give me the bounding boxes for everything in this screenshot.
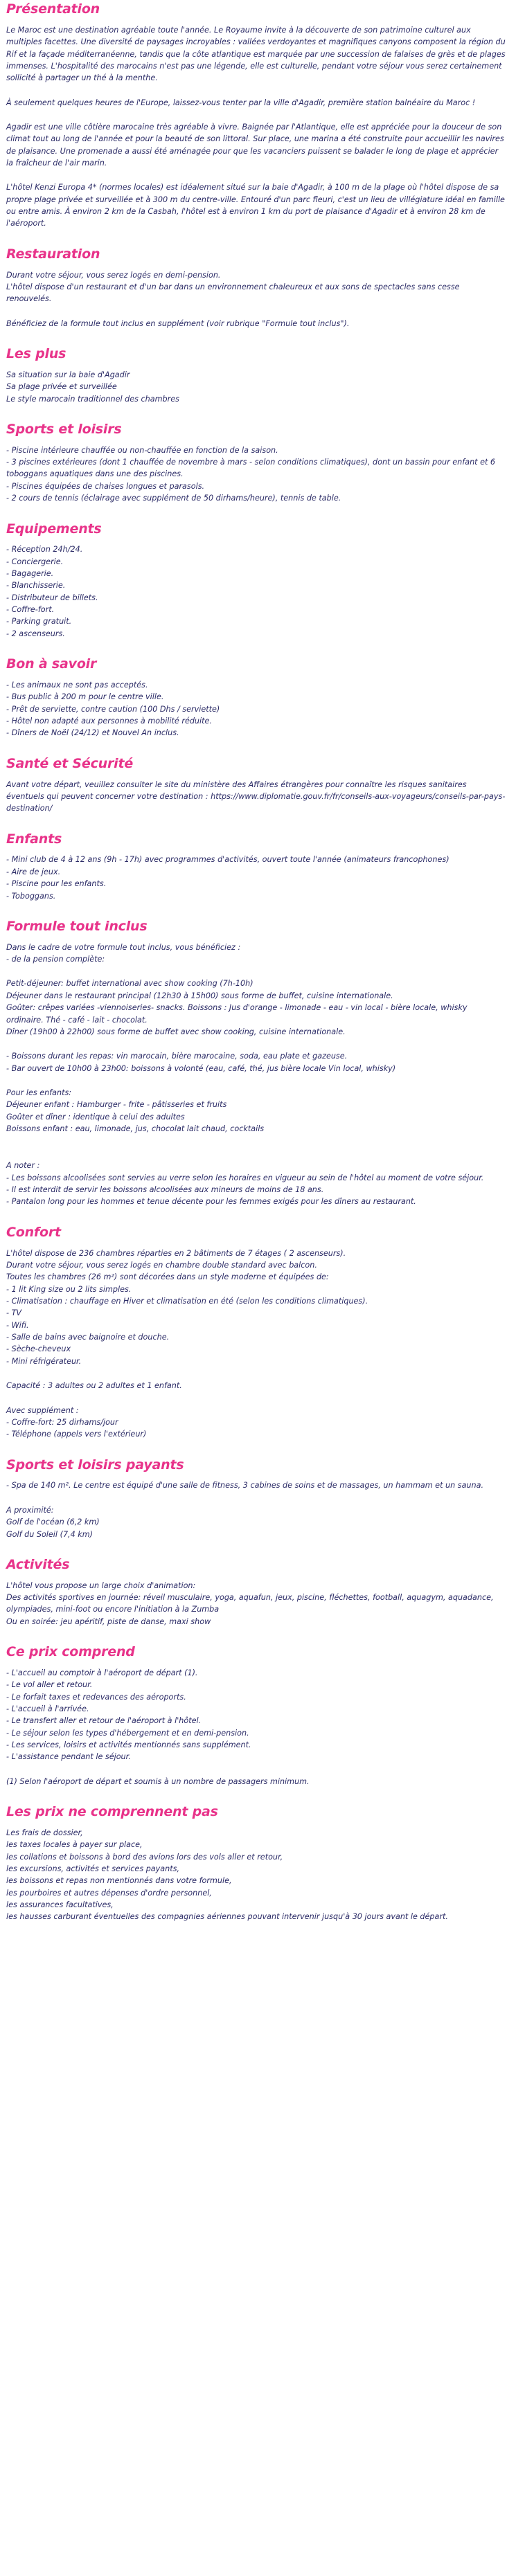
- text-line: - 1 lit King size ou 2 lits simples.: [6, 1284, 132, 1294]
- text-line: - de la pension complète:: [6, 955, 105, 964]
- text-line: - Climatisation : chauffage en Hiver et climatisation en été (selon les conditions climatiques).: [6, 1297, 368, 1306]
- list-item: les hausses carburant éventuelles des compagnies aériennes pouvant intervenir jusqu'à 30 jours avant le départ.: [6, 1912, 448, 1922]
- section-les-plus: [6, 346, 506, 405]
- list-item: - Piscine pour les enfants.: [6, 879, 107, 889]
- section-title-les-plus: Les plus: [6, 346, 66, 362]
- section-sports-loisirs-payants: [6, 1457, 506, 1540]
- list-item: les collations et boissons à bord des avions lors des vols aller et retour,: [6, 1852, 283, 1862]
- section-title-activites: Activités: [6, 1556, 70, 1572]
- section-formule-tout-inclus: [6, 919, 506, 1208]
- paragraph: [6, 1160, 506, 1207]
- text-line: - Les boissons alcoolisées sont servies au verre selon les horaires en vigueur au sein de l'hôtel au moment de votre séjour.: [6, 1173, 484, 1182]
- text-line: Golf de l'océan (6,2 km): [6, 1517, 100, 1527]
- text-line: Dîner (19h00 à 22h00) sous forme de buffet avec show cooking, cuisine internationale.: [6, 1027, 346, 1036]
- list-item: Les frais de dossier,: [6, 1828, 83, 1837]
- formule-note: Bénéficiez de la formule tout inclus en supplément (voir rubrique "Formule tout inclus").: [6, 318, 350, 328]
- list-item: - L'assistance pendant le séjour.: [6, 1752, 131, 1762]
- list-item: - L'accueil au comptoir à l'aéroport de départ (1).: [6, 1668, 198, 1677]
- section-ce-prix-comprend: [6, 1644, 506, 1787]
- section-title-restauration: Restauration: [6, 246, 100, 262]
- text-line: Toutes les chambres (26 m²) sont décorées dans un style moderne et équipées de:: [6, 1272, 329, 1282]
- spacer: [6, 1147, 506, 1160]
- capacite: Capacité : 3 adultes ou 2 adultes et 1 enfant.: [6, 1381, 182, 1391]
- section-restauration: [6, 246, 506, 330]
- section-title-ce-prix-comprend: Ce prix comprend: [6, 1644, 135, 1660]
- paragraph: [6, 1667, 506, 1763]
- section-presentation: [6, 1, 506, 230]
- spa-text: - Spa de 140 m². Le centre est équipé d'une salle de fitness, 3 cabines de soins et de massages, un hammam et un sauna.: [6, 1481, 484, 1490]
- list-item: les boissons et repas non mentionnés dans votre formule,: [6, 1876, 232, 1886]
- paragraph: [6, 269, 506, 305]
- text-line: Goûter et dîner : identique à celui des adultes: [6, 1112, 185, 1122]
- paragraph: L'hôtel Kenzi Europa 4* (normes locales) est idéalement situé sur la baie d'Agadir, à 100 m de la plage où l'hôtel dispose de sa propre plage privée et surveillée et à 300 m du centre-ville. Entouré d'un parc fleuri, c'est un lieu de villégiature idéal en famille ou entre amis. À environ 2 km de la Casbah, l'hôtel est à environ 1 km du port de plaisance d'Agadir et à environ 28 km de l'aéroport.: [6, 183, 505, 228]
- list-item: - 2 ascenseurs.: [6, 629, 65, 638]
- list-item: - 2 cours de tennis (éclairage avec supplément de 50 dirhams/heure), tennis de table.: [6, 494, 341, 503]
- text-line: - Pantalon long pour les hommes et tenue décente pour les femmes exigés pour les dîners au restaurant.: [6, 1197, 416, 1207]
- list-item: - 3 piscines extérieures (dont 1 chauffée de novembre à mars - selon conditions climatiques), dont un bassin pour enfant et 6 toboggans aquatiques dans une des piscines.: [6, 458, 496, 479]
- section-sante-securite: [6, 756, 506, 815]
- sante-text: Avant votre départ, veuillez consulter le site du ministère des Affaires étrangères pour connaître les risques sanitaires éventuels qui peuvent concerner votre destination : https://www.diplomatie.gouv.fr/fr/conseils-aux-voyageurs/conseils-par-pays-destination/: [6, 780, 506, 813]
- text-line: Durant votre séjour, vous serez logés en chambre double standard avec balcon.: [6, 1260, 317, 1270]
- paragraph: [6, 942, 506, 966]
- section-title-bon-a-savoir: Bon à savoir: [6, 656, 97, 672]
- list-item: - Les animaux ne sont pas acceptés.: [6, 681, 148, 690]
- paragraph: Le Maroc est une destination agréable toute l'année. Le Royaume invite à la découverte de son patrimoine culturel aux multiples facettes. Une diversité de paysages incroyables : vallées verdoyantes et magnifiques canyons composent la région du Rif et la façade méditerranéenne, tandis que la côte atlantique est marquée par une succession de falaises de grès et de plages immenses. L'hospitalité des marocains n'est pas une légende, elle est culturelle, pendant votre séjour vous serez certainement sollicité à partager un thé à la menthe.: [6, 25, 506, 83]
- list-item: - Le forfait taxes et redevances des aéroports.: [6, 1692, 186, 1702]
- text-line: Avec supplément :: [6, 1405, 79, 1415]
- text-line: Durant votre séjour, vous serez logés en demi-pension.: [6, 270, 221, 280]
- section-confort: [6, 1225, 506, 1441]
- text-line: Dans le cadre de votre formule tout inclus, vous bénéficiez :: [6, 942, 241, 952]
- paragraph: [6, 1050, 506, 1074]
- text-line: Goûter: crêpes variées -viennoiseries- snacks. Boissons : Jus d'orange - limonade - eau - vin local - bière locale, whisky ordinaire. Thé - café - lait - chocolat.: [6, 1003, 468, 1025]
- text-line: Des activités sportives en journée: réveil musculaire, yoga, aquafun, jeux, piscine, fléchettes, football, aquagym, aquadance, olympiades, mini-foot ou encore l'initiation à la Zumba: [6, 1593, 494, 1614]
- list-item: - Les services, loisirs et activités mentionnés sans supplément.: [6, 1740, 251, 1750]
- text-line: - Coffre-fort: 25 dirhams/jour: [6, 1417, 118, 1427]
- list-item: - Le vol aller et retour.: [6, 1680, 93, 1690]
- list-item: - Distributeur de billets.: [6, 593, 98, 602]
- section-title-enfants: Enfants: [6, 831, 62, 847]
- list-item: - Piscines équipées de chaises longues et parasols.: [6, 481, 205, 491]
- list-item: Sa situation sur la baie d'Agadir: [6, 370, 130, 379]
- text-line: A proximité:: [6, 1505, 54, 1515]
- list-item: Le style marocain traditionnel des chambres: [6, 394, 179, 404]
- text-line: Déjeuner dans le restaurant principal (12h30 à 15h00) sous forme de buffet, cuisine internationale.: [6, 991, 393, 1000]
- text-line: - Boissons durant les repas: vin marocain, bière marocaine, soda, eau plate et gazeuse.: [6, 1052, 348, 1061]
- section-title-presentation: Présentation: [6, 1, 100, 17]
- text-line: Déjeuner enfant : Hamburger - frite - pâtisseries et fruits: [6, 1100, 227, 1110]
- text-line: Boissons enfant : eau, limonade, jus, chocolat lait chaud, cocktails: [6, 1124, 265, 1134]
- list-item: - Blanchisserie.: [6, 581, 66, 591]
- paragraph: [6, 1405, 506, 1441]
- paragraph: À seulement quelques heures de l'Europe, laissez-vous tenter par la ville d'Agadir, première station balnéaire du Maroc !: [6, 98, 476, 107]
- list-item: - Coffre-fort.: [6, 605, 55, 615]
- text-line: L'hôtel dispose de 236 chambres réparties en 2 bâtiments de 7 étages ( 2 ascenseurs).: [6, 1248, 346, 1258]
- section-activites: [6, 1557, 506, 1628]
- section-bon-a-savoir: [6, 656, 506, 739]
- text-line: Pour les enfants:: [6, 1088, 72, 1097]
- footnote: (1) Selon l'aéroport de départ et soumis à un nombre de passagers minimum.: [6, 1776, 310, 1786]
- list-item: - Réception 24h/24.: [6, 545, 83, 555]
- list-item: les excursions, activités et services payants,: [6, 1864, 179, 1874]
- paragraph: [6, 1504, 506, 1540]
- paragraph: Agadir est une ville côtière marocaine très agréable à vivre. Baignée par l'Atlantique, elle est appréciée pour la douceur de son climat tout au long de l'année et pour la beauté de son littoral. Sur place, une marina a été construite pour accueillir les navires de plaisance. Une promenade a aussi été aménagée pour que les vacanciers puissent se balader le long de plage et apprécier la fraîcheur de l'air marin.: [6, 122, 504, 168]
- section-title-sports-loisirs: Sports et loisirs: [6, 421, 122, 437]
- list-item: - Bus public à 200 m pour le centre ville.: [6, 692, 164, 702]
- text-line: - Mini réfrigérateur.: [6, 1356, 82, 1366]
- list-item: - Conciergerie.: [6, 557, 64, 566]
- list-item: - Prêt de serviette, contre caution (100 Dhs / serviette): [6, 704, 220, 714]
- list-item: les taxes locales à payer sur place,: [6, 1840, 143, 1850]
- text-line: - Il est interdit de servir les boissons alcoolisées aux mineurs de moins de 18 ans.: [6, 1185, 324, 1195]
- text-line: A noter :: [6, 1161, 40, 1171]
- list-item: - Mini club de 4 à 12 ans (9h - 17h) avec programmes d'activités, ouvert toute l'année (animateurs francophones): [6, 855, 450, 865]
- section-title-prix-ne-comprennent-pas: Les prix ne comprennent pas: [6, 1804, 218, 1820]
- paragraph: [6, 1248, 506, 1368]
- section-title-sports-loisirs-payants: Sports et loisirs payants: [6, 1457, 184, 1472]
- list-item: - Piscine intérieure chauffée ou non-chauffée en fonction de la saison.: [6, 445, 278, 455]
- text-line: Golf du Soleil (7,4 km): [6, 1529, 94, 1539]
- text-line: - Téléphone (appels vers l'extérieur): [6, 1430, 147, 1439]
- section-title-equipements: Equipements: [6, 521, 102, 537]
- text-line: Petit-déjeuner: buffet international avec show cooking (7h-10h): [6, 979, 253, 989]
- text-line: - Wifi.: [6, 1320, 29, 1330]
- list-item: - Hôtel non adapté aux personnes à mobilité réduite.: [6, 717, 212, 726]
- list-item: - L'accueil à l'arrivée.: [6, 1704, 89, 1713]
- list-item: - Bagagerie.: [6, 569, 54, 579]
- section-title-sante-securite: Santé et Sécurité: [6, 755, 134, 771]
- section-equipements: [6, 521, 506, 640]
- section-enfants: [6, 831, 506, 902]
- section-sports-loisirs: [6, 422, 506, 505]
- section-title-formule-tout-inclus: Formule tout inclus: [6, 918, 148, 934]
- list-item: les pourboires et autres dépenses d'ordre personnel,: [6, 1888, 212, 1898]
- text-line: L'hôtel vous propose un large choix d'animation:: [6, 1580, 196, 1590]
- text-line: Ou en soirée: jeu apéritif, piste de danse, maxi show: [6, 1616, 211, 1626]
- paragraph: [6, 1087, 506, 1135]
- text-line: - TV: [6, 1308, 22, 1318]
- list-item: - Dîners de Noël (24/12) et Nouvel An inclus.: [6, 728, 179, 738]
- text-line: - Sèche-cheveux: [6, 1344, 71, 1354]
- text-line: L'hôtel dispose d'un restaurant et d'un bar dans un environnement chaleureux et aux sons de spectacles sans cesse renouvelés.: [6, 282, 460, 304]
- text-line: - Salle de bains avec baignoire et douche.: [6, 1333, 170, 1342]
- list-item: Sa plage privée et surveillée: [6, 382, 117, 392]
- section-prix-ne-comprennent-pas: [6, 1804, 506, 1923]
- section-title-confort: Confort: [6, 1224, 61, 1240]
- list-item: - Parking gratuit.: [6, 617, 72, 627]
- list-item: - Toboggans.: [6, 891, 56, 901]
- text-line: - Bar ouvert de 10h00 à 23h00: boissons à volonté (eau, café, thé, jus bière locale Vin local, whisky): [6, 1063, 396, 1073]
- list-item: - Le transfert aller et retour de l'aéroport à l'hôtel.: [6, 1716, 202, 1726]
- list-item: - Aire de jeux.: [6, 867, 61, 876]
- paragraph: [6, 978, 506, 1038]
- list-item: les assurances facultatives,: [6, 1900, 114, 1910]
- list-item: - Le séjour selon les types d'hébergement et en demi-pension.: [6, 1728, 249, 1738]
